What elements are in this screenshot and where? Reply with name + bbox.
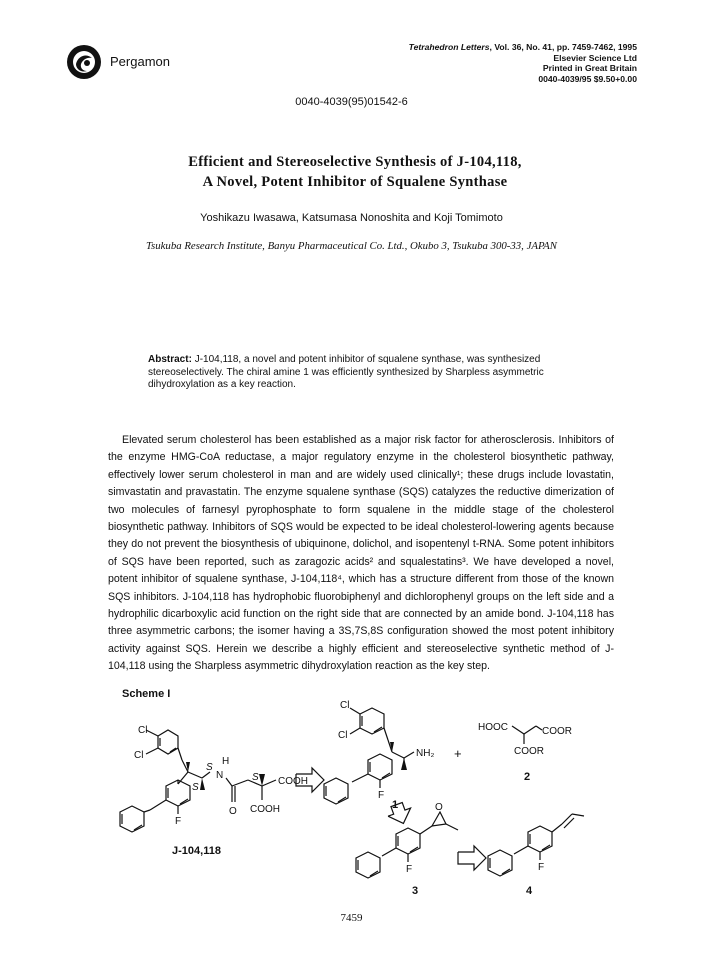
citation-line-1	[409, 42, 637, 53]
authors: Yoshikazu Iwasawa, Katsumasa Nonoshita and Koji Tomimoto	[200, 212, 503, 224]
retro-arrow-3	[458, 846, 486, 870]
pii-code: 0040-4039(95)01542-6	[295, 96, 408, 108]
compound-number-4: 4	[526, 885, 533, 897]
c1-label-nh2: NH₂	[416, 748, 435, 759]
retro-arrow-2	[385, 800, 414, 827]
compound-1-dichlorophenyl-ring	[360, 708, 384, 734]
compound-name: J-104,118	[172, 845, 221, 857]
label-f-1: F	[175, 816, 182, 827]
label-o: O	[229, 806, 237, 817]
epoxide-ring	[432, 812, 446, 826]
citation-details: , Vol. 36, No. 41, pp. 7459-7462, 1995	[489, 42, 637, 52]
citation-line-4: 0040-4039/95 $9.50+0.00	[538, 73, 637, 84]
scheme-label: Scheme I	[122, 688, 171, 700]
c3-label-o: O	[435, 802, 443, 813]
compound-3-fluorophenyl-ring	[396, 828, 420, 854]
page-number: 7459	[340, 912, 363, 924]
label-s-3: S	[252, 772, 259, 783]
phenyl-ring	[120, 806, 144, 832]
c1-label-cl-1: Cl	[340, 700, 350, 711]
compound-1-fluorophenyl-ring	[368, 754, 392, 780]
c1-label-cl-2: Cl	[338, 730, 348, 741]
compound-3-phenyl-ring	[356, 852, 380, 878]
paper-title	[90, 152, 620, 192]
affiliation: Tsukuba Research Institute, Banyu Pharmaceutical Co. Ltd., Okubo 3, Tsukuba 300-33, JAPAN	[146, 240, 557, 252]
compound-4-fluorophenyl-ring	[528, 826, 552, 852]
c4-label-f: F	[538, 862, 545, 873]
scheme-figure	[0, 700, 703, 910]
citation-line-3: Printed in Great Britain	[542, 63, 637, 74]
journal-name: Tetrahedron Letters	[408, 42, 490, 52]
c2-label-hooc: HOOC	[478, 722, 508, 733]
citation-block	[409, 42, 637, 84]
compound-number-2: 2	[524, 771, 531, 783]
c2-label-coor-2: COOR	[514, 746, 544, 757]
label-cl-2: Cl	[134, 750, 144, 761]
label-n: N	[216, 770, 224, 781]
compound-number-1: 1	[392, 799, 399, 811]
label-h: H	[222, 756, 230, 767]
abstract-label: Abstract:	[148, 354, 192, 365]
plus-sign: +	[454, 746, 462, 761]
title-line-2: A Novel, Potent Inhibitor of Squalene Synthase	[202, 174, 508, 190]
label-cooh-2: COOH	[250, 804, 280, 815]
publisher-name: Pergamon	[110, 54, 170, 69]
body-paragraph: Elevated serum cholesterol has been established as a major risk factor for atherosclerosis. Inhibitors of the enzyme HMG-CoA reductase, a major regulatory enzyme in the cholesterol biosynthetic pathway, effectively lower serum cholesterol in man and are widely used clinically¹; these drugs include lovastatin, simvastatin and pravastatin. The enzyme squalene synthase (SQS) catalyzes the reductive dimerization of two molecules of farnesyl pyrophosphate to form squalene in the middle stage of the cholesterol biosynthetic pathway. Inhibitors of SQS would be expected to be ideal cholesterol-lowering agents because they do not prevent the biosynthesis of ubiquinone, dolichol, and isopentenyl t-RNA. Some potent inhibitors of SQS have been reported, such as zaragozic acids² and squalestatins³. We have developed a novel, potent inhibitor of squalene synthase, J-104,118⁴, which has a structure different from those of the known SQS inhibitors. J-104,118 has hydrophobic fluorobiphenyl and dichlorophenyl groups on the left side and a hydrophilic dicarboxylic acid function on the right side that are connected by an amide bond. J-104,118 has three asymmetric carbons; the isomer having a 3S,7S,8S configuration showed the most potent inhibitory activity against SQS. Herein we describe a highly efficient and stereoselective synthetic method of J-104,118 using the Sharpless asymmetric dihydroxylation reaction as the key step.	[108, 434, 614, 673]
dichlorophenyl-ring	[158, 730, 178, 754]
abstract	[148, 354, 568, 392]
publisher-logo	[66, 44, 102, 80]
compound-1-phenyl-ring	[324, 778, 348, 804]
compound-number-3: 3	[412, 885, 419, 897]
label-s-2: S	[192, 782, 199, 793]
label-cooh-1: COOH	[278, 776, 308, 787]
abstract-text: J-104,118, a novel and potent inhibitor of squalene synthase, was synthesized stereoselectively. The chiral amine 1 was efficiently synthesized by Sharpless asymmetric dihydroxylation as a key reaction.	[148, 354, 544, 391]
compound-4-phenyl-ring	[488, 850, 512, 876]
c2-label-coor-1: COOR	[542, 726, 572, 737]
citation-line-2: Elsevier Science Ltd	[553, 52, 637, 63]
body-text	[108, 432, 614, 676]
c3-label-f: F	[406, 864, 413, 875]
c1-label-f: F	[378, 790, 385, 801]
label-cl-1: Cl	[138, 725, 148, 736]
label-s-1: S	[206, 762, 213, 773]
title-line-1: Efficient and Stereoselective Synthesis of J-104,118,	[188, 154, 522, 170]
